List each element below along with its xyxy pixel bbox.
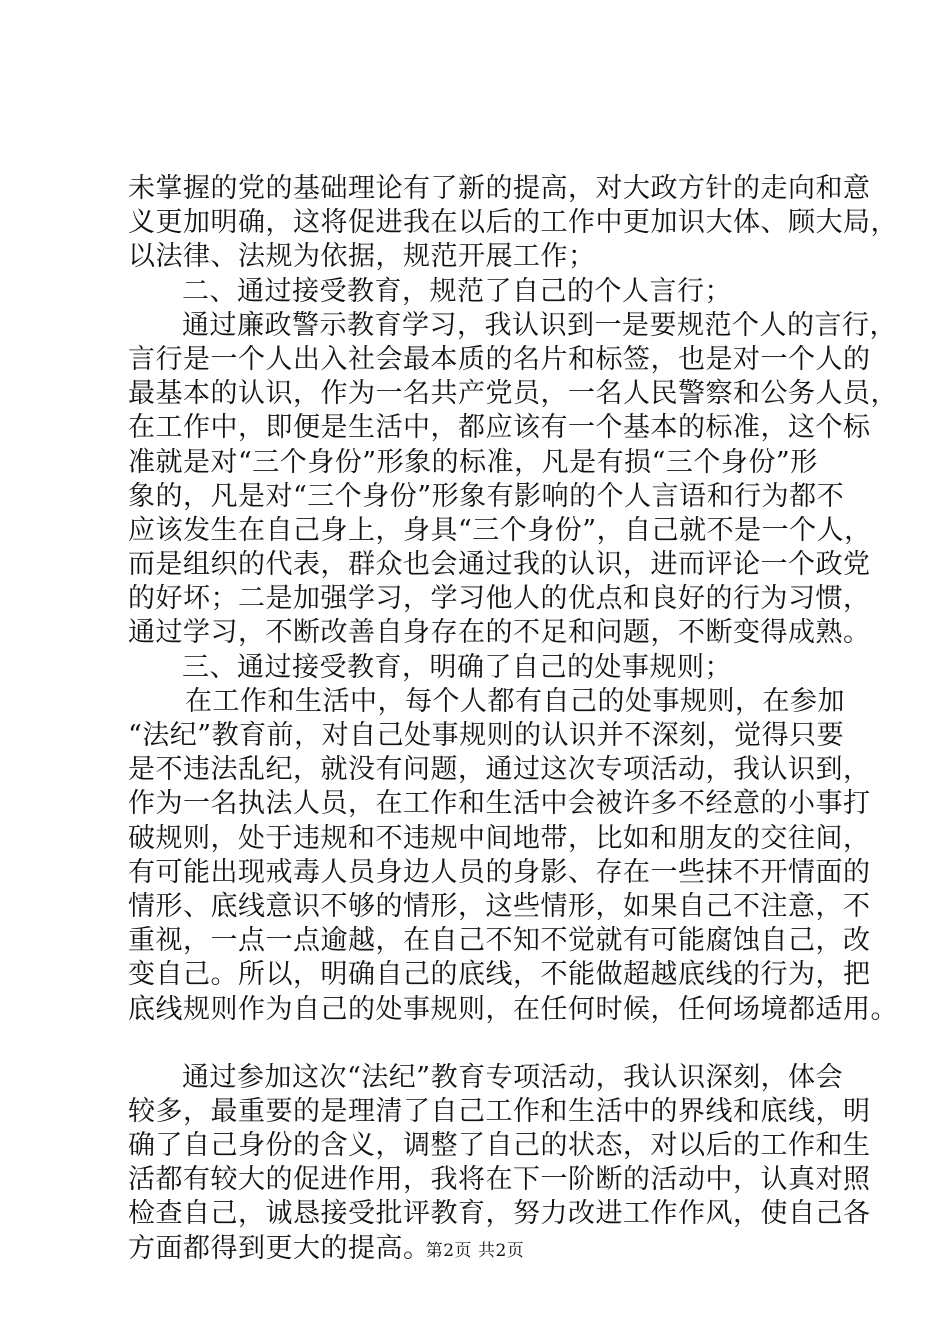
text-line: 有可能出现戒毒人员身边人员的身影、存在一些抹不开情面的 (128, 856, 871, 888)
text-line: 检查自己，诚恳接受批评教育，努力改进工作作风，使自己各 (128, 1198, 871, 1230)
text-line: 未掌握的党的基础理论有了新的提高，对大政方针的走向和意 (128, 173, 871, 204)
text-line: 最基本的认识，作为一名共产党员，一名人民警察和公务人员， (128, 378, 898, 410)
text-line: 通过参加这次“法纪”教育专项活动，我认识深刻，体会 (182, 1061, 844, 1093)
text-line: 象的，凡是对“三个身份”形象有影响的个人言语和行为都不 (128, 480, 845, 512)
document-body (128, 172, 898, 1266)
text-line: 作为一名执法人员，在工作和生活中会被许多不经意的小事打 (128, 788, 871, 820)
text-line: 确了自己身份的含义，调整了自己的状态，对以后的工作和生 (128, 1130, 871, 1162)
text-line: 以法律、法规为依据，规范开展工作； (128, 241, 596, 273)
section-heading: 三、通过接受教育，明确了自己的处事规则； (182, 651, 732, 683)
section-heading: 二、通过接受教育，规范了自己的个人言行； (182, 275, 732, 307)
page-number: 第2页 共2页 (425, 1241, 525, 1261)
text-line: 较多，最重要的是理清了自己工作和生活中的界线和底线，明 (128, 1095, 871, 1127)
text-line: 在工作中，即便是生活中，都应该有一个基本的标准，这个标 (128, 412, 871, 444)
text-line: 方面都得到更大的提高。 (128, 1232, 431, 1264)
text-line: 情形、底线意识不够的情形，这些情形，如果自己不注意，不 (128, 890, 871, 922)
text-line: 准就是对“三个身份”形象的标准，凡是有损“三个身份”形 (128, 446, 818, 478)
text-line: 应该发生在自己身上，身具“三个身份”，自己就不是一个人， (128, 514, 872, 546)
text-line: 底线规则作为自己的处事规则，在任何时候，任何场境都适用。 (128, 993, 898, 1025)
text-line: 言行是一个人出入社会最本质的名片和标签，也是对一个人的 (128, 343, 871, 375)
text-line: 的好坏；二是加强学习，学习他人的优点和良好的行为习惯， (128, 583, 871, 615)
text-line: 变自己。所以，明确自己的底线，不能做超越底线的行为，把 (128, 959, 871, 991)
paragraph-gap (128, 1027, 853, 1061)
text-line: 活都有较大的促进作用，我将在下一阶断的活动中，认真对照 (128, 1164, 871, 1196)
text-line: 义更加明确，这将促进我在以后的工作中更加识大体、顾大局， (128, 207, 898, 239)
text-line: 通过学习，不断改善自身存在的不足和问题，不断变得成熟。 (128, 617, 871, 649)
text-line: 是不违法乱纪，就没有问题，通过这次专项活动，我认识到， (128, 754, 871, 786)
text-line: 在工作和生活中，每个人都有自己的处事规则，在参加 (185, 685, 845, 717)
text-line: 通过廉政警示教育学习，我认识到一是要规范个人的言行， (182, 309, 897, 341)
text-line: 而是组织的代表，群众也会通过我的认识，进而评论一个政党 (128, 549, 871, 581)
text-line: 破规则，处于违规和不违规中间地带，比如和朋友的交往间， (128, 822, 871, 854)
text-line: “法纪”教育前，对自己处事规则的认识并不深刻，觉得只要 (128, 720, 845, 751)
text-line: 重视，一点一点逾越，在自己不知不觉就有可能腐蚀自己，改 (128, 925, 871, 957)
